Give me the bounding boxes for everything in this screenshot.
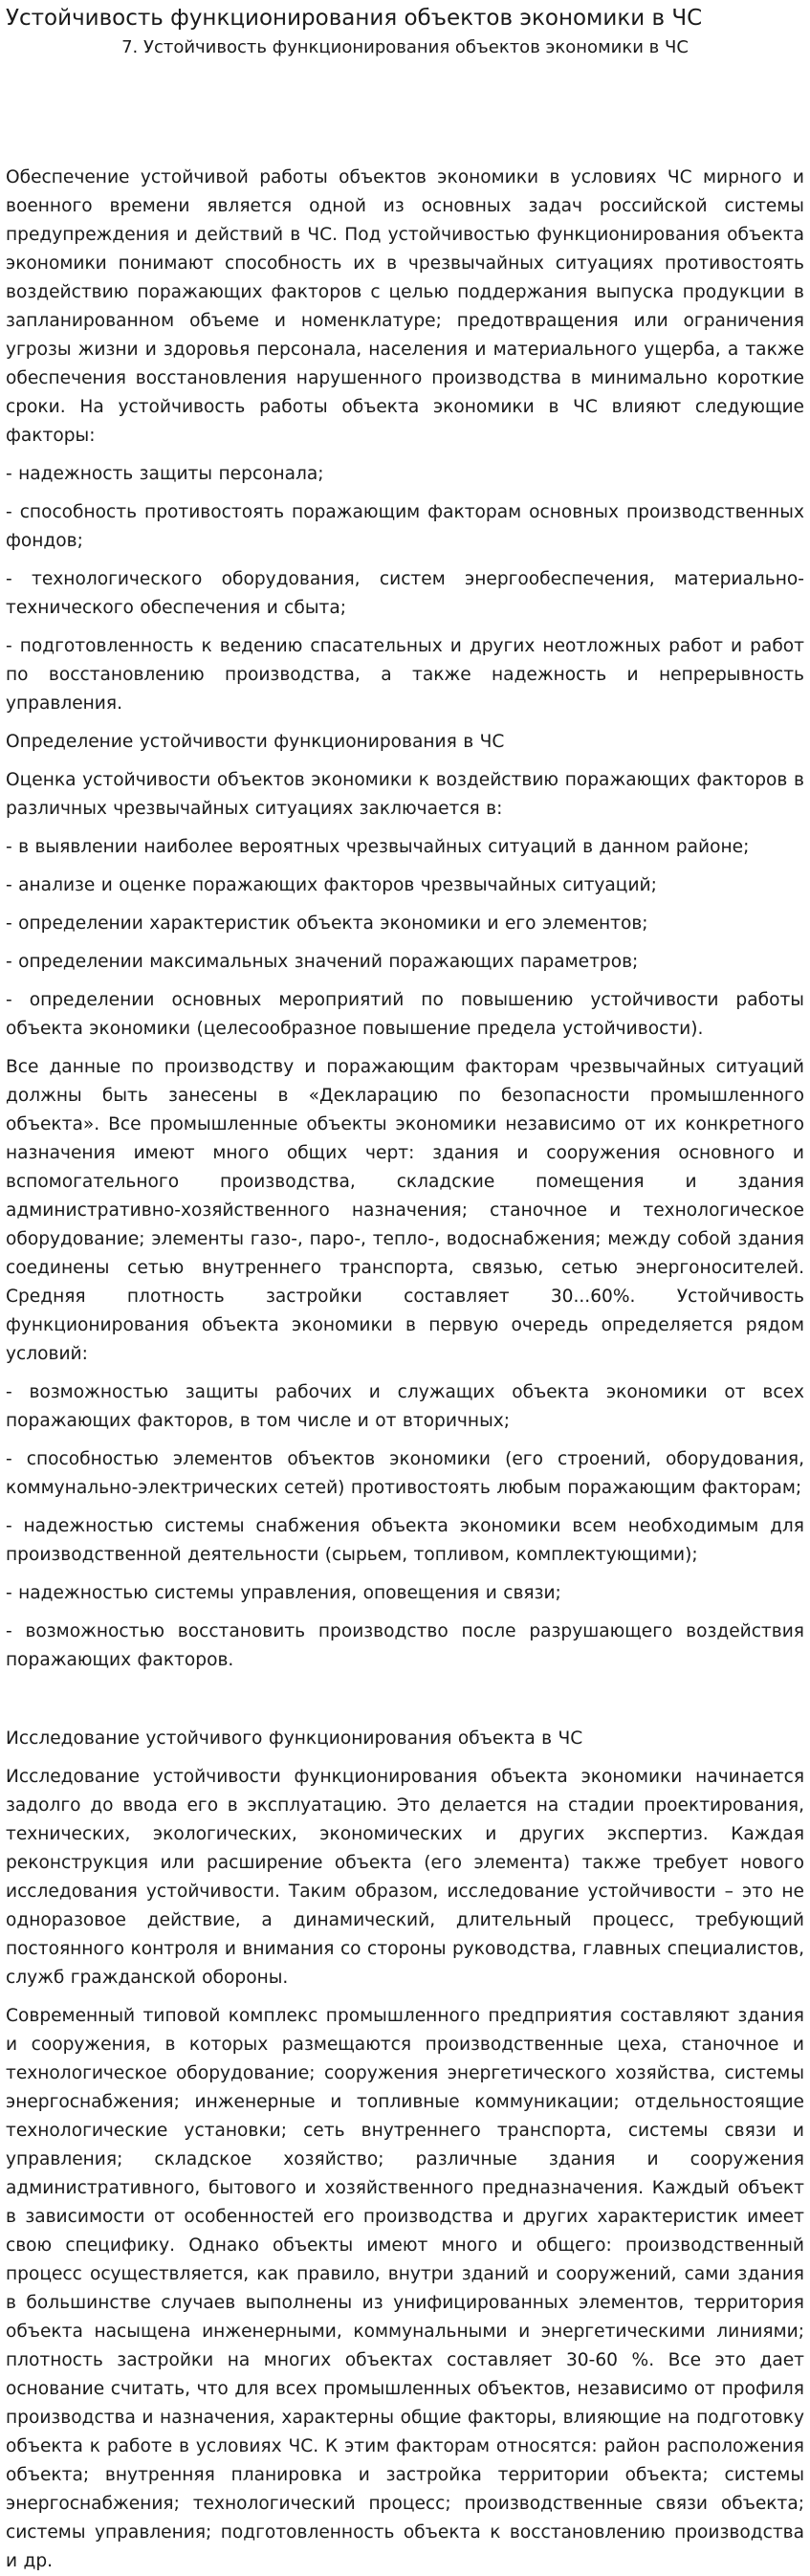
list-item: - подготовленность к ведению спасательных и других неотложных работ и работ по восстановлению производства, а также надежность и непрерывность управления. <box>6 636 804 714</box>
page-title: Устойчивость функционирования объектов экономики в ЧС <box>6 6 703 31</box>
list-item: - надежностью системы снабжения объекта экономики всем необходимым для производственной деятельности (сырьем, топливом, комплектующими); <box>6 1516 804 1565</box>
list-item: - определении характеристик объекта экономики и его элементов; <box>6 914 648 934</box>
list-item: - способностью элементов объектов экономики (его строений, оборудования, коммунально-электрических сетей) противостоять любым поражающим факторам; <box>6 1449 804 1498</box>
section2-paragraph: Все данные по производству и поражающим факторам чрезвычайных ситуаций должны быть занесены в «Декларацию по безопасности промышленного объекта». Все промышленные объекты экономики независимо от их конкретного назначения имеют много общих черт: здания и сооружения основного и вспомогательного производства, складские помещения и здания административно-хозяйственного назначения; станочное и технологическое оборудование; элементы газо-, паро-, тепло-, водоснабжения; между собой здания соединены сетью внутреннего транспорта, связью, сетью энергоносителей. Средняя плотность застройки составляет 30...60%. Устойчивость функционирования объекта экономики в первую очередь определяется рядом условий: <box>6 1057 804 1364</box>
page-subtitle: 7. Устойчивость функционирования объектов экономики в ЧС <box>121 37 689 57</box>
section3-heading: Исследование устойчивого функционирования объекта в ЧС <box>6 1728 583 1749</box>
list-item: - определении максимальных значений поражающих параметров; <box>6 952 639 972</box>
list-item: - надежность защиты персонала; <box>6 464 324 484</box>
list-item: - определении основных мероприятий по повышению устойчивости работы объекта экономики (целесообразное повышение предела устойчивости). <box>6 990 804 1039</box>
section3-paragraph-2: Современный типовой комплекс промышленного предприятия составляют здания и сооружения, в которых размещаются производственные цеха, станочное и технологическое оборудование; сооружения энергетического хозяйства, системы энергоснабжения; инженерные и топливные коммуникации; отдельностоящие технологические установки; сеть внутреннего транспорта, системы связи и управления; складское хозяйство; различные здания и сооружения административного, бытового и хозяйственного предназначения. Каждый объект в зависимости от особенностей его производства и других характеристик имеет свою специфику. Однако объекты имеют много и общего: производственный процесс осуществляется, как правило, внутри зданий и сооружений, сами здания в большинстве случаев выполнены из унифицированных элементов, территория объекта насыщена инженерными, коммунальными и энергетическими линиями; плотность застройки на многих объектах составляет 30-60 %. Все это дает основание считать, что для всех промышленных объектов, независимо от профиля производства и назначения, характерны общие факторы, влияющие на подготовку объекта к работе в условиях ЧС. К этим факторам относятся: район расположения объекта; внутренняя планировка и застройка территории объекта; системы энергоснабжения; технологический процесс; производственные связи объекта; системы управления; подготовленность объекта к восстановлению производства и др. <box>6 2006 804 2571</box>
article-body <box>6 164 804 2576</box>
section1-intro: Обеспечение устойчивой работы объектов экономики в условиях ЧС мирного и военного времени является одной из основных задач российской системы предупреждения и действий в ЧС. Под устойчивостью функционирования объекта экономики понимают способность их в чрезвычайных ситуациях противостоять воздействию поражающих факторов с целью поддержания выпуска продукции в запланированном объеме и номенклатуре; предотвращения или ограничения угрозы жизни и здоровья персонала, населения и материального ущерба, а также обеспечения восстановления нарушенного производства в минимально короткие сроки. На устойчивость работы объекта экономики в ЧС влияют следующие факторы: <box>6 167 804 446</box>
list-item: - анализе и оценке поражающих факторов чрезвычайных ситуаций; <box>6 875 657 895</box>
section2-intro: Оценка устойчивости объектов экономики к воздействию поражающих факторов в различных чрезвычайных ситуациях заключается в: <box>6 770 804 819</box>
document-page <box>0 4 810 2576</box>
list-item: - технологического оборудования, систем энергообеспечения, материально-технического обеспечения и сбыта; <box>6 569 804 618</box>
list-item: - возможностью восстановить производство после разрушающего воздействия поражающих факторов. <box>6 1621 804 1670</box>
section2-heading: Определение устойчивости функционирования в ЧС <box>6 732 505 752</box>
list-item: - в выявлении наиболее вероятных чрезвычайных ситуаций в данном районе; <box>6 837 750 857</box>
section3-paragraph-1: Исследование устойчивости функционирования объекта экономики начинается задолго до ввода его в эксплуатацию. Это делается на стадии проектирования, технических, экологических, экономических и других экспертиз. Каждая реконструкция или расширение объекта (его элемента) также требует нового исследования устойчивости. Таким образом, исследование устойчивости – это не одноразовое действие, а динамический, длительный процесс, требующий постоянного контроля и внимания со стороны руководства, главных специалистов, служб гражданской обороны. <box>6 1767 804 1988</box>
list-item: - надежностью системы управления, оповещения и связи; <box>6 1583 561 1603</box>
list-item: - способность противостоять поражающим факторам основных производственных фондов; <box>6 502 804 551</box>
list-item: - возможностью защиты рабочих и служащих объекта экономики от всех поражающих факторов, в том числе и от вторичных; <box>6 1382 804 1431</box>
